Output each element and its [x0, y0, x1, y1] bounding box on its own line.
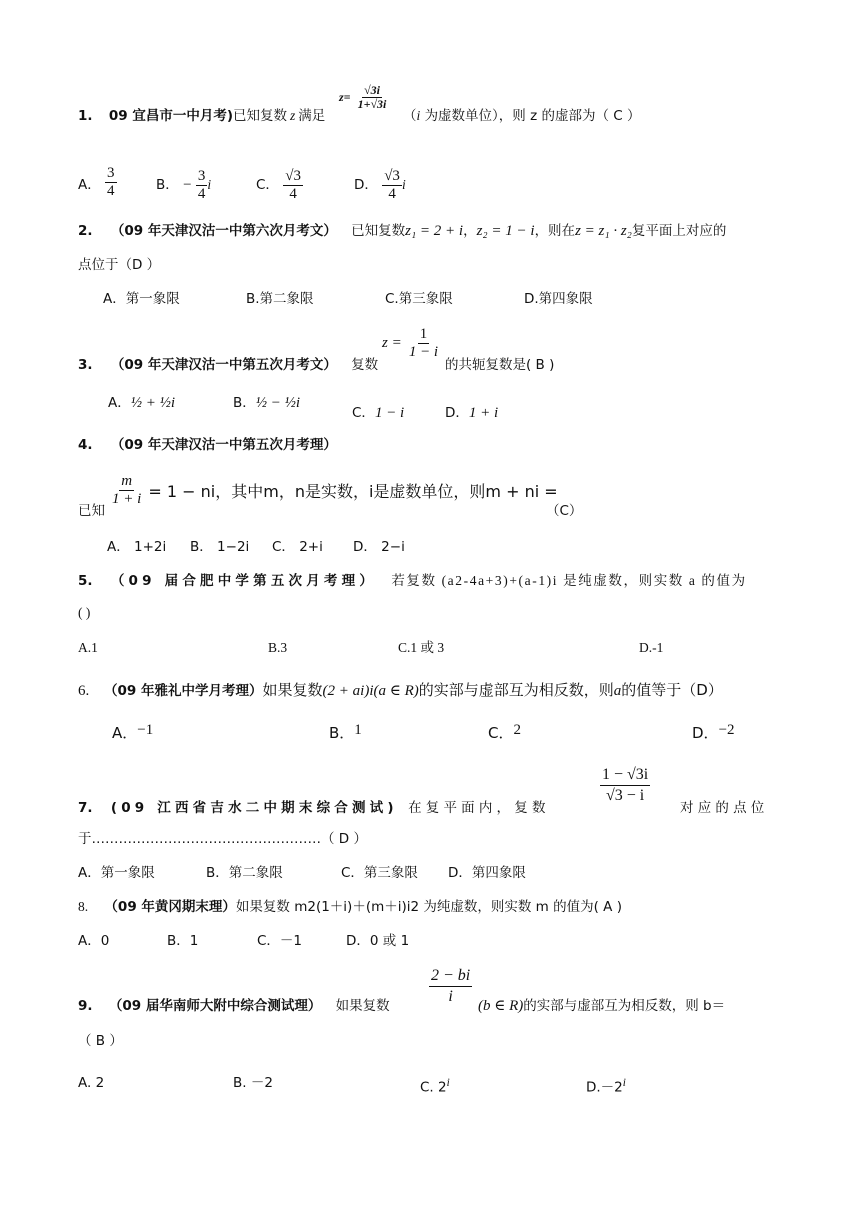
q1-mid: 满足	[298, 108, 326, 124]
q3-formula-den: 1 − i	[408, 344, 439, 360]
q4-number: 4.	[78, 437, 93, 453]
q1-option-c-num: √3	[285, 167, 301, 184]
q1-option-b-frac	[196, 168, 208, 203]
q6-option-d-value: −2	[718, 722, 735, 738]
q5-option-b: B.3	[268, 640, 288, 655]
question-3	[78, 356, 378, 374]
q1-option-a	[78, 148, 117, 200]
q9-option-b: B. －2	[233, 1075, 273, 1091]
question-6	[78, 680, 723, 701]
q6-option-b-value: 1	[354, 722, 362, 738]
q1-option-d	[354, 148, 406, 203]
question-7	[78, 799, 550, 817]
q4-formula-frac	[110, 473, 143, 508]
q6-option-b-label: B．	[329, 724, 355, 742]
q3-option-d-label: D．	[445, 405, 469, 421]
q1-option-c-frac	[283, 168, 303, 203]
q7-source: (09 江西省吉水二中期末综合测试)	[110, 800, 398, 816]
q1-option-d-i: i	[401, 177, 406, 192]
q6-option-a	[112, 722, 153, 743]
q9-formula-den: i	[448, 988, 453, 1005]
q8-option-c: C．－1	[257, 933, 303, 949]
q1-option-b-num: 3	[197, 167, 206, 184]
q2-option-a: A．第一象限	[103, 291, 180, 307]
q9-formula-num: 2 − bi	[429, 966, 472, 987]
q3-formula-num: 1	[419, 326, 428, 342]
q1-option-d-label: D．	[354, 177, 378, 193]
q8-option-a: A．0	[78, 933, 110, 949]
q8-text: 如果复数 m2(1＋i)＋(m＋i)i2 为纯虚数，则实数 m 的值为( A )	[235, 899, 622, 915]
q6-prefix: 如果复数	[262, 681, 323, 699]
q9-option-d-label: D.－2	[586, 1079, 623, 1096]
q9-option-d-i: i	[622, 1077, 626, 1089]
q7-formula-frac	[600, 765, 650, 806]
q5-option-a: A.1	[78, 640, 98, 655]
q1-option-d-num: √3	[384, 167, 400, 184]
q6-mid: 的实部与虚部互为相反数，则	[418, 681, 614, 699]
q1-option-a-num: 3	[107, 164, 115, 181]
q3-source: （09 年天津汉沽一中第五次月考文）	[110, 357, 337, 373]
question-5	[78, 572, 747, 590]
q4-formula-num: m	[121, 473, 133, 489]
q5-line2: ( )	[78, 605, 91, 620]
q3-option-b-label: B．	[233, 395, 256, 411]
q8-option-d: D．0 或 1	[346, 933, 410, 949]
q2-mid: ，则在	[534, 223, 576, 239]
q3-formula	[382, 326, 440, 361]
q1-formula-den: 1+√3i	[357, 97, 387, 111]
q4-prefix: 已知	[78, 503, 105, 519]
q1-option-b-minus: −	[183, 177, 192, 193]
q7-option-d: D．第四象限	[448, 865, 526, 881]
question-1	[78, 107, 325, 125]
q8-number: 8.	[78, 899, 89, 914]
q7-post: 对应的点位	[680, 800, 769, 816]
q2-prefix: 已知复数	[351, 223, 406, 239]
q6-option-c	[488, 722, 521, 743]
q4-formula	[110, 473, 558, 508]
q1-option-b	[156, 148, 211, 203]
q6-option-a-label: A．	[112, 724, 138, 742]
q9-option-c	[420, 1074, 450, 1097]
q4-option-b: B． 1−2i	[190, 539, 250, 555]
q1-option-a-label: A．	[78, 177, 101, 193]
q5-text: 若复数 (a2-4a+3)+(a-1)i 是纯虚数，则实数 a 的值为	[391, 573, 747, 588]
q2-post: 复平面上对应的	[631, 223, 727, 239]
q3-option-c	[352, 404, 404, 422]
q7-formula-den: √3 − i	[606, 787, 645, 804]
q9-number: 9.	[78, 998, 93, 1014]
q1-paren-text: 为虚数单位），则 z 的虚部为（ C ）	[424, 108, 641, 124]
q7-number: 7.	[78, 800, 93, 816]
q2-option-c: C.第三象限	[385, 291, 453, 307]
q3-option-a-value: ½ + ½i	[130, 395, 176, 411]
q1-option-a-den: 4	[107, 182, 115, 199]
q6-number: 6.	[78, 683, 90, 699]
q5-source: （09 届合肥中学第五次月考理）	[110, 573, 378, 589]
q6-post: 的值等于（D）	[621, 681, 723, 699]
q5-option-c: C.1 或 3	[398, 640, 445, 655]
q1-option-a-frac	[105, 165, 117, 200]
q1-option-b-den: 4	[197, 185, 206, 202]
q1-source: 09 宜昌市一中月考)	[108, 108, 233, 124]
q1-option-c	[256, 148, 303, 203]
q6-option-a-value: −1	[137, 722, 154, 738]
q1-paren: （i 为虚数单位），则 z 的虚部为（ C ）	[403, 108, 641, 124]
q2-z2: z₂ = 1 − i	[476, 223, 535, 239]
q7-formula	[600, 765, 650, 806]
q1-prefix: 已知复数	[233, 108, 287, 124]
q9-option-a: A. 2	[78, 1075, 105, 1091]
q2-line2: 点位于（D ）	[78, 257, 161, 273]
q9-formula	[429, 966, 472, 1007]
q3-number: 3.	[78, 357, 93, 373]
q6-source: （09 年雅礼中学月考理）	[104, 683, 263, 699]
q2-option-d: D.第四象限	[524, 291, 593, 307]
q7-line2: 于……………………………………………（ D ）	[78, 831, 367, 847]
q9-formula-frac	[429, 966, 472, 1007]
q3-option-d	[445, 404, 498, 422]
q1-var-z: z	[290, 108, 296, 123]
q2-comma: ，	[463, 223, 477, 239]
q4-formula-eq: = 1 − ni，其中m，n是实数，i是虚数单位，则m + ni =	[148, 482, 558, 501]
q5-option-d: D.-1	[639, 640, 664, 655]
q1-paren-i: i	[416, 108, 421, 123]
q6-option-d	[692, 722, 735, 743]
q1-option-d-frac	[382, 168, 402, 203]
q9-option-d	[586, 1074, 626, 1097]
q1-formula-num: √3i	[364, 83, 380, 97]
q8-option-b: B．1	[167, 933, 199, 949]
q3-prefix: 复数	[351, 357, 379, 373]
q2-z1: z₁ = 2 + i	[405, 223, 464, 239]
q6-option-d-label: D．	[692, 724, 719, 742]
q7-prefix: 在复平面内，复数	[408, 800, 550, 816]
question-9	[78, 997, 390, 1015]
q1-option-b-label: B．	[156, 177, 179, 193]
q1-option-d-den: 4	[388, 185, 396, 202]
q9-post: 的实部与虚部互为相反数，则 b＝	[523, 998, 726, 1014]
q9-cond: (b ∈ R)	[478, 998, 524, 1014]
q4-answer: （C）	[546, 503, 583, 519]
q3-option-b	[233, 394, 300, 412]
q6-var-a: a	[613, 683, 622, 699]
q7-option-c: C．第三象限	[341, 865, 418, 881]
q4-source: （09 年天津汉沽一中第五次月考理）	[110, 437, 337, 453]
q3-formula-lhs: z =	[382, 335, 402, 351]
question-2	[78, 222, 726, 240]
q9-line2: （ B ）	[78, 1033, 123, 1049]
q3-option-c-label: C．	[352, 405, 375, 421]
q3-post: 的共轭复数是( B )	[445, 357, 555, 373]
q4-option-d: D． 2−i	[353, 539, 405, 555]
q3-formula-frac	[407, 326, 440, 361]
q2-number: 2.	[78, 223, 93, 239]
q8-source: （09 年黄冈期末理）	[104, 899, 236, 915]
q9-option-c-i: i	[446, 1077, 450, 1089]
question-8	[78, 898, 622, 916]
q1-formula	[339, 84, 388, 111]
q2-source: （09 年天津汉沽一中第六次月考文）	[110, 223, 337, 239]
q3-option-c-value: 1 − i	[374, 405, 405, 421]
q1-option-c-label: C．	[256, 177, 279, 193]
q6-option-c-value: 2	[513, 722, 521, 738]
q1-formula-frac	[356, 84, 389, 111]
q1-option-c-den: 4	[289, 185, 297, 202]
q3-option-a	[108, 394, 175, 412]
question-4	[78, 436, 337, 454]
q7-option-a: A．第一象限	[78, 865, 155, 881]
q6-option-c-label: C．	[488, 724, 514, 742]
q5-number: 5.	[78, 573, 93, 589]
q2-option-b: B.第二象限	[246, 291, 314, 307]
q9-source: （09 届华南师大附中综合测试理）	[108, 998, 322, 1014]
q1-number: 1.	[78, 108, 93, 124]
q4-option-a: A． 1+2i	[107, 539, 167, 555]
q9-option-c-label: C. 2	[420, 1079, 447, 1096]
q3-option-d-value: 1 + i	[468, 405, 499, 421]
q6-expr: (2 + ai)i(a ∈ R)	[322, 683, 419, 699]
q4-formula-den: 1 + i	[112, 491, 142, 507]
q3-option-a-label: A．	[108, 395, 131, 411]
q3-option-b-value: ½ − ½i	[255, 395, 301, 411]
q9-cond-post	[478, 997, 725, 1015]
q1-formula-lhs: z=	[339, 90, 351, 104]
q7-formula-num: 1 − √3i	[600, 765, 650, 786]
q1-option-b-i: i	[207, 177, 212, 192]
q6-option-b	[329, 722, 362, 743]
q7-option-b: B．第二象限	[206, 865, 283, 881]
q4-option-c: C． 2+i	[272, 539, 323, 555]
q2-z: z = z₁ · z₂	[575, 223, 632, 239]
q9-prefix: 如果复数	[335, 998, 390, 1014]
